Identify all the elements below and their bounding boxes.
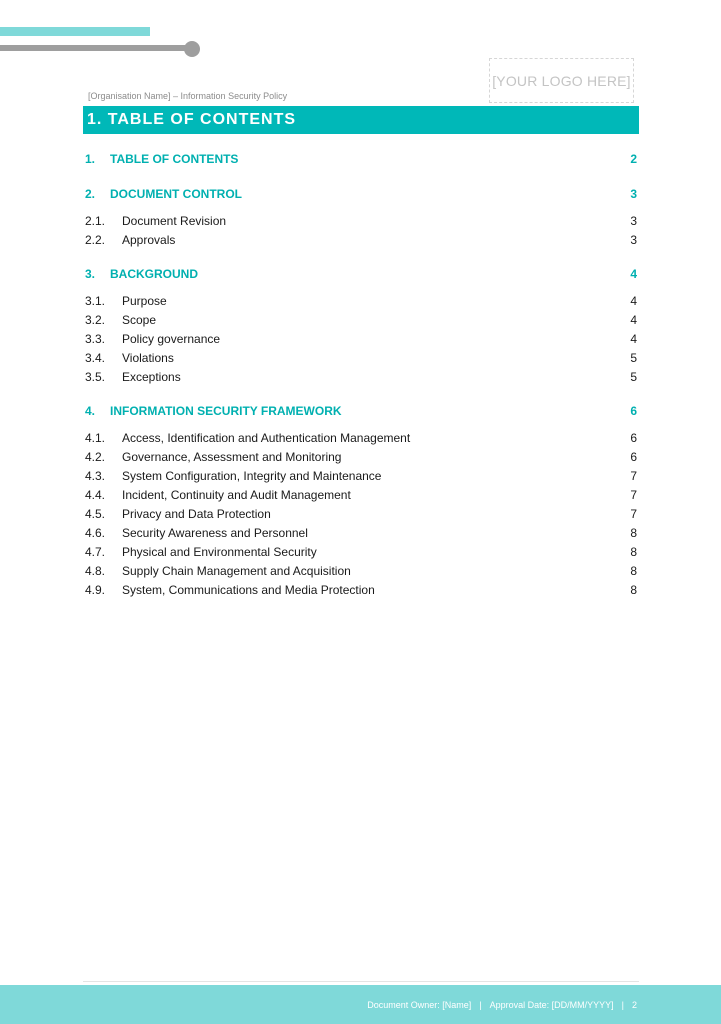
toc-entry-4-4[interactable] — [85, 486, 637, 504]
toc-entry-number: 3.4. — [85, 351, 106, 365]
footer-approval-date: Approval Date: [DD/MM/YYYY] — [489, 999, 614, 1010]
toc-entry-number: 3. — [85, 267, 96, 281]
toc-entry-page: 7 — [630, 507, 637, 521]
toc-entry-page: 7 — [630, 469, 637, 483]
toc-entry-3-1[interactable] — [85, 292, 637, 310]
toc-entry-4-5[interactable] — [85, 505, 637, 523]
toc-entry-number: 1. — [85, 152, 96, 166]
toc-entry-number: 3.5. — [85, 370, 106, 384]
toc-entry-label: TABLE OF CONTENTS — [110, 152, 239, 166]
toc-entry-4-7[interactable] — [85, 543, 637, 561]
toc-entry-number: 4.3. — [85, 469, 106, 483]
toc-entry-number: 2.2. — [85, 233, 106, 247]
toc-entry-4-3[interactable] — [85, 467, 637, 485]
toc-entry-page: 8 — [630, 545, 637, 559]
toc-entry-4-8[interactable] — [85, 562, 637, 580]
toc-entry-2-1[interactable] — [85, 212, 637, 230]
toc-entry-3-4[interactable] — [85, 349, 637, 367]
toc-entry-label: Access, Identification and Authentication Management — [122, 431, 411, 445]
toc-entry-4-9[interactable] — [85, 581, 637, 599]
toc-entry-number: 3.1. — [85, 294, 106, 308]
logo-placeholder: [YOUR LOGO HERE] — [489, 58, 634, 103]
toc-entry-3-2[interactable] — [85, 311, 637, 329]
toc-entry-4[interactable] — [85, 402, 637, 420]
header-gray-dot — [184, 41, 200, 57]
toc-entry-page: 4 — [630, 313, 637, 327]
toc-entry-page: 4 — [630, 294, 637, 308]
toc-entry-3-3[interactable] — [85, 330, 637, 348]
header-teal-bar — [0, 27, 150, 36]
footer-divider — [83, 981, 639, 982]
toc-entry-label: Supply Chain Management and Acquisition — [122, 564, 351, 578]
header-gray-bar — [0, 45, 192, 51]
toc-entry-4-6[interactable] — [85, 524, 637, 542]
toc-entry-label: Violations — [122, 351, 174, 365]
toc-entry-page: 6 — [630, 450, 637, 464]
toc-entry-page: 8 — [630, 564, 637, 578]
toc-entry-page: 4 — [630, 267, 637, 281]
toc-entry-number: 4.1. — [85, 431, 106, 445]
footer-separator: | — [479, 999, 482, 1010]
toc-entry-label: Incident, Continuity and Audit Management — [122, 488, 351, 502]
toc-entry-label: Physical and Environmental Security — [122, 545, 317, 559]
toc-entry-label: INFORMATION SECURITY FRAMEWORK — [110, 404, 342, 418]
toc-entry-page: 4 — [630, 332, 637, 346]
footer-page-number: 2 — [631, 999, 637, 1010]
toc-entry-page: 6 — [630, 404, 637, 418]
toc-entry-label: BACKGROUND — [110, 267, 198, 281]
footer-document-owner: Document Owner: [Name] — [367, 999, 472, 1010]
section-title-bar — [83, 106, 639, 134]
toc-entry-1[interactable] — [85, 150, 637, 168]
toc-entry-label: Governance, Assessment and Monitoring — [122, 450, 342, 464]
toc-entry-page: 5 — [630, 370, 637, 384]
toc-entry-page: 3 — [630, 214, 637, 228]
toc-entry-page: 3 — [630, 233, 637, 247]
toc-entry-label: Document Revision — [122, 214, 227, 228]
toc-entry-page: 8 — [630, 583, 637, 597]
toc-entry-label: Scope — [122, 313, 157, 327]
toc-entry-label: Approvals — [122, 233, 176, 247]
toc-entry-page: 7 — [630, 488, 637, 502]
toc-entry-label: DOCUMENT CONTROL — [110, 187, 242, 201]
toc-entry-page: 2 — [630, 152, 637, 166]
toc-entry-page: 5 — [630, 351, 637, 365]
toc-entry-page: 8 — [630, 526, 637, 540]
toc-entry-label: Exceptions — [122, 370, 181, 384]
toc-entry-number: 2.1. — [85, 214, 106, 228]
toc-entry-number: 4.7. — [85, 545, 106, 559]
toc-entry-3[interactable] — [85, 265, 637, 283]
toc-entry-page: 6 — [630, 431, 637, 445]
toc-entry-number: 4.6. — [85, 526, 106, 540]
toc-entry-label: Privacy and Data Protection — [122, 507, 271, 521]
toc-entry-4-1[interactable] — [85, 429, 637, 447]
section-title: 1. TABLE OF CONTENTS — [87, 111, 297, 128]
toc-entry-number: 4.4. — [85, 488, 106, 502]
toc-entry-label: System, Communications and Media Protection — [122, 583, 375, 597]
toc-entry-number: 2. — [85, 187, 96, 201]
toc-entry-page: 3 — [630, 187, 637, 201]
footer-separator: | — [621, 999, 624, 1010]
toc-entry-2-2[interactable] — [85, 231, 637, 249]
toc-entry-label: System Configuration, Integrity and Maintenance — [122, 469, 382, 483]
toc-entry-label: Security Awareness and Personnel — [122, 526, 308, 540]
toc-entry-number: 4. — [85, 404, 96, 418]
toc-entry-number: 4.5. — [85, 507, 106, 521]
toc-entry-2[interactable] — [85, 185, 637, 203]
running-header-title: [Organisation Name] – Information Security Policy — [88, 91, 288, 101]
toc-entry-number: 4.8. — [85, 564, 106, 578]
toc-entry-label: Policy governance — [122, 332, 221, 346]
page-footer — [0, 985, 721, 1024]
toc-entry-4-2[interactable] — [85, 448, 637, 466]
toc-entry-number: 3.2. — [85, 313, 106, 327]
toc-entry-number: 4.9. — [85, 583, 106, 597]
toc-entry-number: 3.3. — [85, 332, 106, 346]
toc-entry-label: Purpose — [122, 294, 167, 308]
toc-entry-number: 4.2. — [85, 450, 106, 464]
toc-entry-3-5[interactable] — [85, 368, 637, 386]
